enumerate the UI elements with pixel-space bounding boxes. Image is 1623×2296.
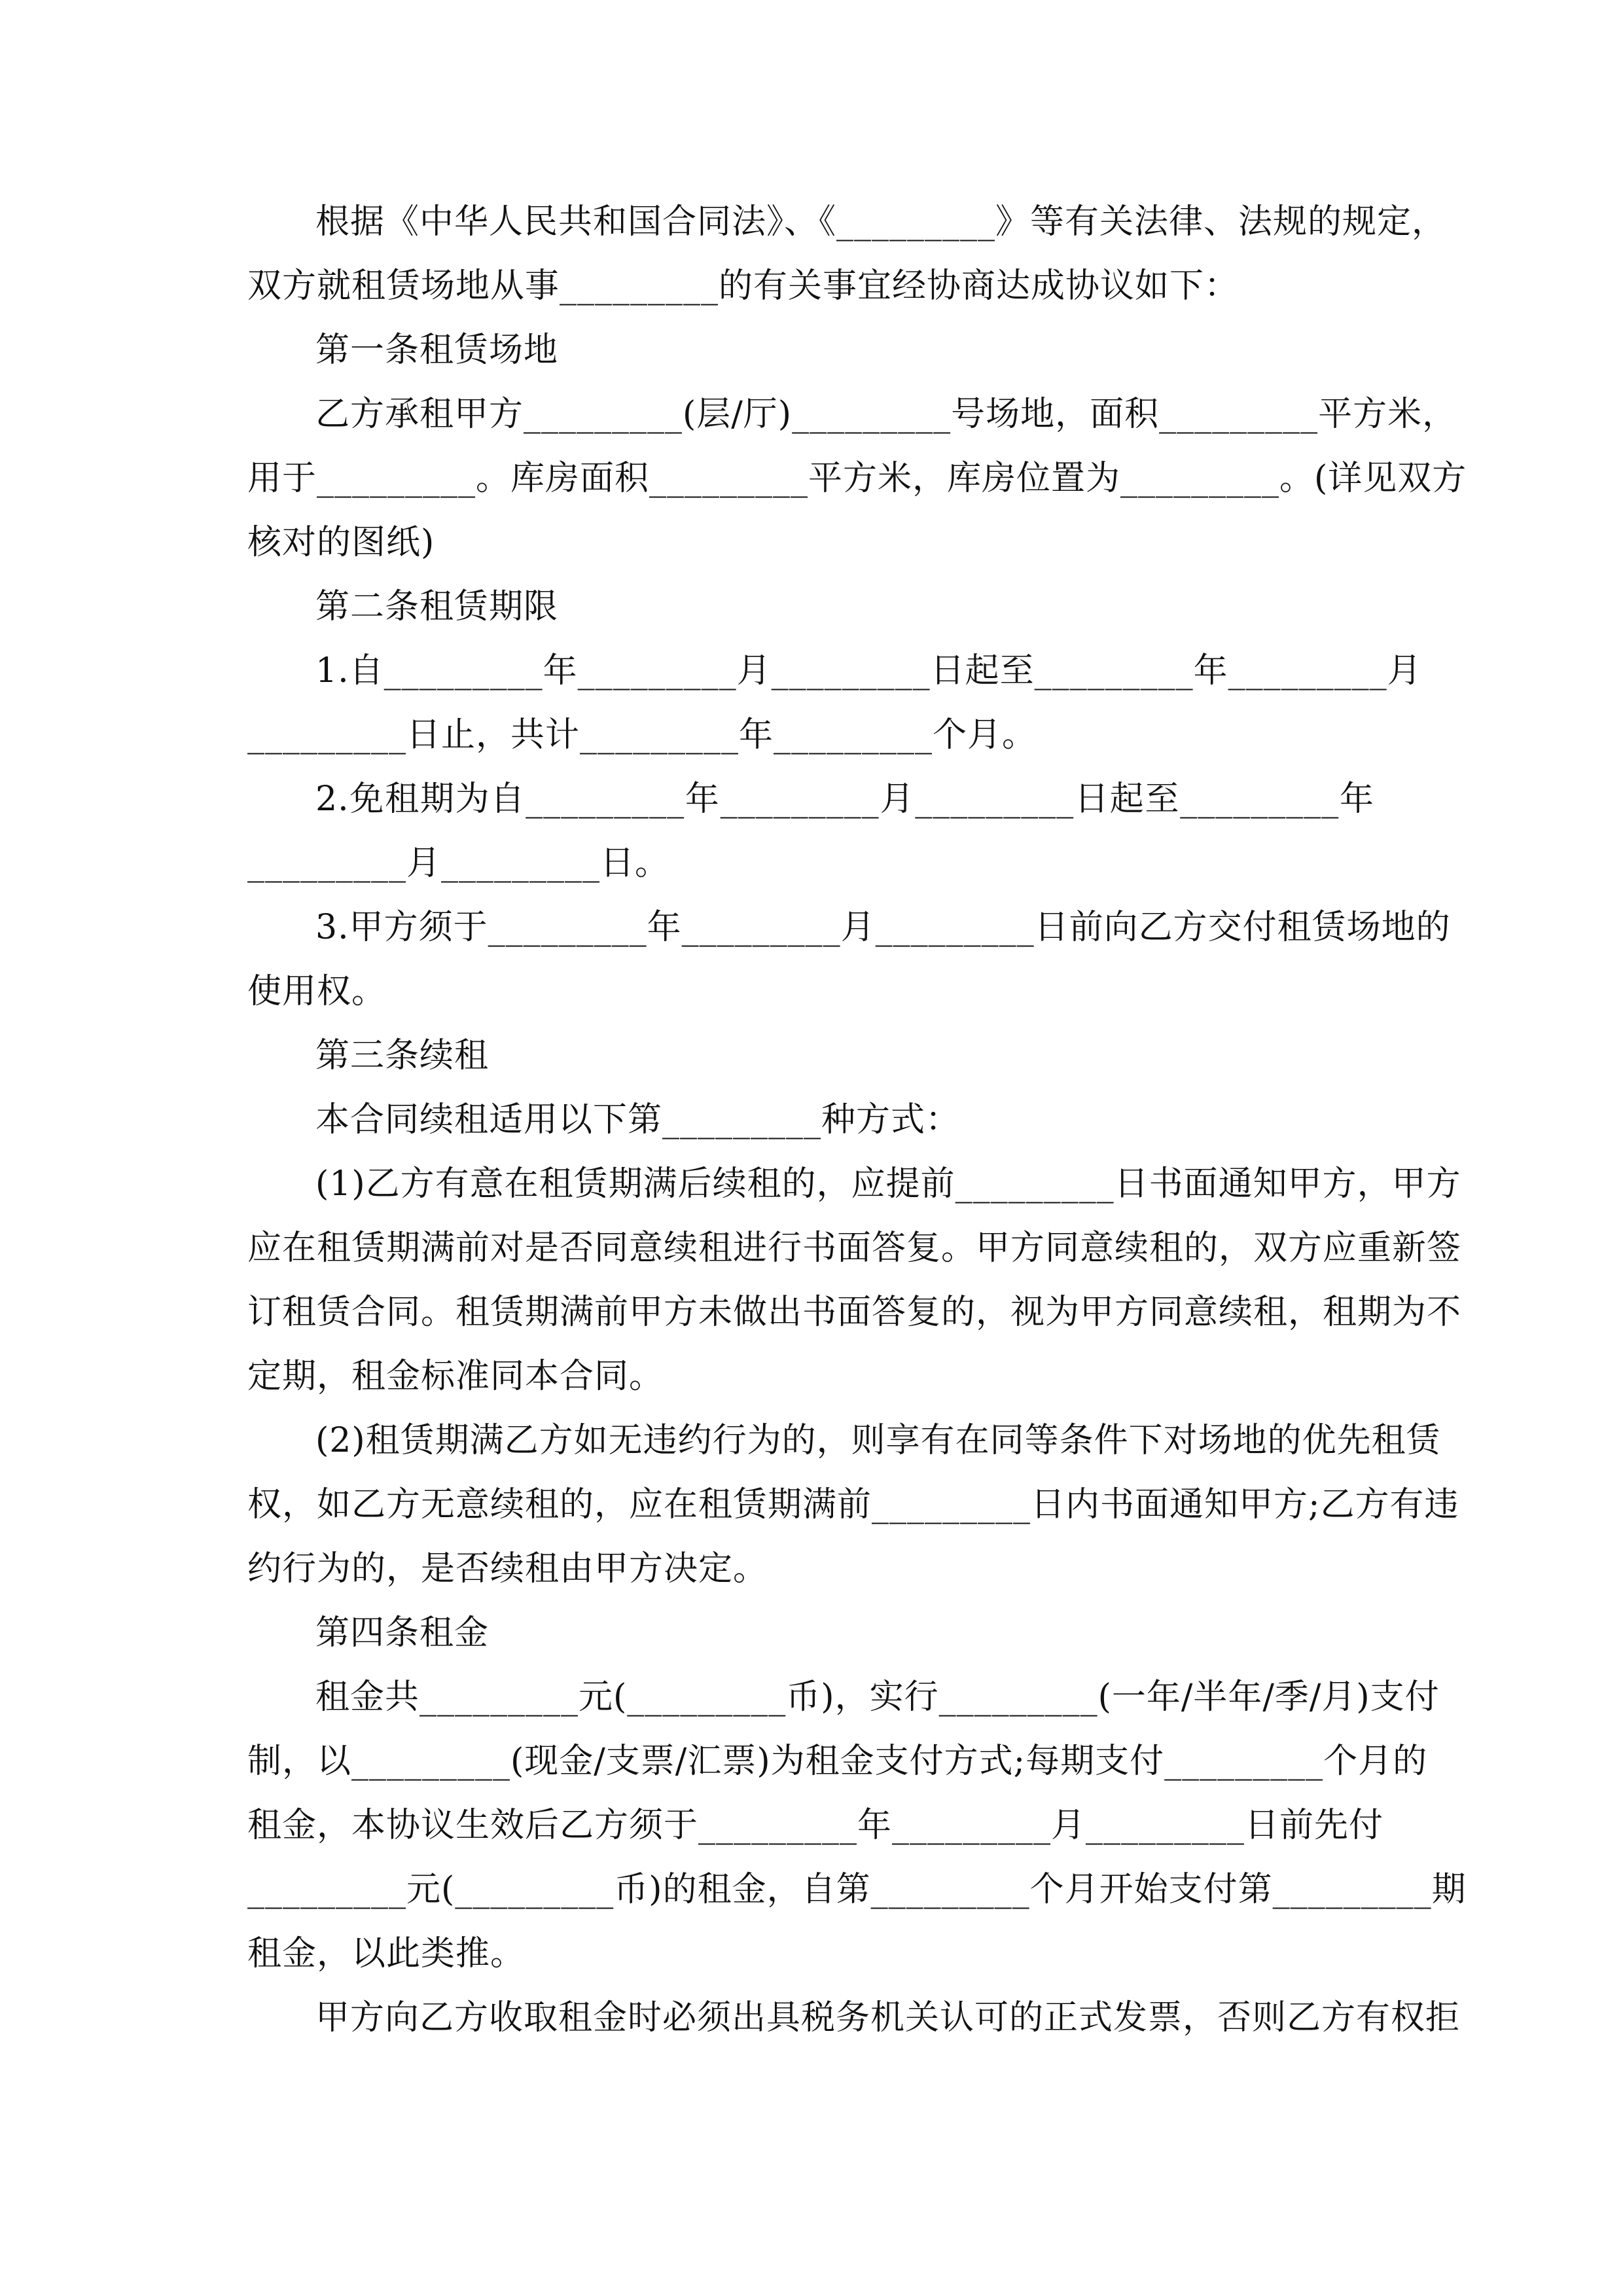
article-2-item-1-line-2: _________日止，共计_________年_________个月。 bbox=[247, 715, 1037, 755]
article-3-option-2-line-3: 约行为的，是否续租由甲方决定。 bbox=[247, 1549, 768, 1588]
article-3-option-1-line-4: 定期，租金标准同本合同。 bbox=[247, 1357, 664, 1396]
article-4-line-2: 制，以_________(现金/支票/汇票)为租金支付方式;每期支付_________个月的 bbox=[247, 1742, 1428, 1781]
article-3-intro: 本合同续租适用以下第_________种方式： bbox=[315, 1100, 961, 1139]
article-4-line-5: 租金，以此类推。 bbox=[247, 1934, 526, 1973]
article-3-option-2-line-2: 权，如乙方无意续租的，应在租赁期满前_________日内书面通知甲方;乙方有违 bbox=[247, 1485, 1459, 1524]
article-4-line-1: 租金共_________元(_________币)，实行_________(一年/半年/季/月)支付 bbox=[315, 1677, 1440, 1717]
preamble-line-1: 根据《中华人民共和国合同法》、《_________》等有关法律、法规的规定， bbox=[315, 202, 1447, 242]
article-1-line-3: 核对的图纸) bbox=[247, 523, 435, 562]
document-body bbox=[247, 190, 1467, 2050]
article-4-line-3: 租金，本协议生效后乙方须于_________年_________月_________日前先付 bbox=[247, 1806, 1384, 1845]
preamble-line-2: 双方就租赁场地从事_________的有关事宜经协商达成协议如下： bbox=[247, 266, 1240, 306]
article-3-heading: 第三条续租 bbox=[315, 1036, 490, 1075]
article-2-item-1-line-1: 1.自_________年_________月_________日起至_________年_________月 bbox=[315, 651, 1422, 691]
article-2-item-3-line-1: 3.甲方须于_________年_________月_________日前向乙方交付租赁场地的 bbox=[315, 908, 1451, 947]
article-4-heading: 第四条租金 bbox=[315, 1613, 490, 1653]
article-3-option-2-line-1: (2)租赁期满乙方如无违约行为的，则享有在同等条件下对场地的优先租赁 bbox=[315, 1421, 1441, 1460]
article-3-option-1-line-3: 订租赁合同。租赁期满前甲方未做出书面答复的，视为甲方同意续租，租期为不 bbox=[247, 1293, 1462, 1332]
article-4-invoice-line: 甲方向乙方收取租金时必须出具税务机关认可的正式发票，否则乙方有权拒 bbox=[315, 1998, 1461, 2037]
article-3-option-1-line-1: (1)乙方有意在租赁期满后续租的，应提前_________日书面通知甲方，甲方 bbox=[315, 1164, 1461, 1204]
article-3-option-1-line-2: 应在租赁期满前对是否同意续租进行书面答复。甲方同意续租的，双方应重新签 bbox=[247, 1229, 1462, 1268]
article-2-item-2-line-1: 2.免租期为自_________年_________月_________日起至_________年 bbox=[315, 780, 1374, 819]
article-1-heading: 第一条租赁场地 bbox=[315, 331, 559, 370]
article-4-line-4: _________元(_________币)的租金，自第_________个月开始支付第_________期 bbox=[247, 1870, 1467, 1909]
article-2-item-2-line-2: _________月_________日。 bbox=[247, 844, 670, 883]
article-1-line-2: 用于_________。库房面积_________平方米，库房位置为_________。(详见双方 bbox=[247, 459, 1467, 498]
article-2-item-3-line-2: 使用权。 bbox=[247, 972, 387, 1011]
article-2-heading: 第二条租赁期限 bbox=[315, 587, 559, 626]
article-1-line-1: 乙方承租甲方_________(层/厅)_________号场地，面积_________平方米， bbox=[315, 395, 1457, 434]
